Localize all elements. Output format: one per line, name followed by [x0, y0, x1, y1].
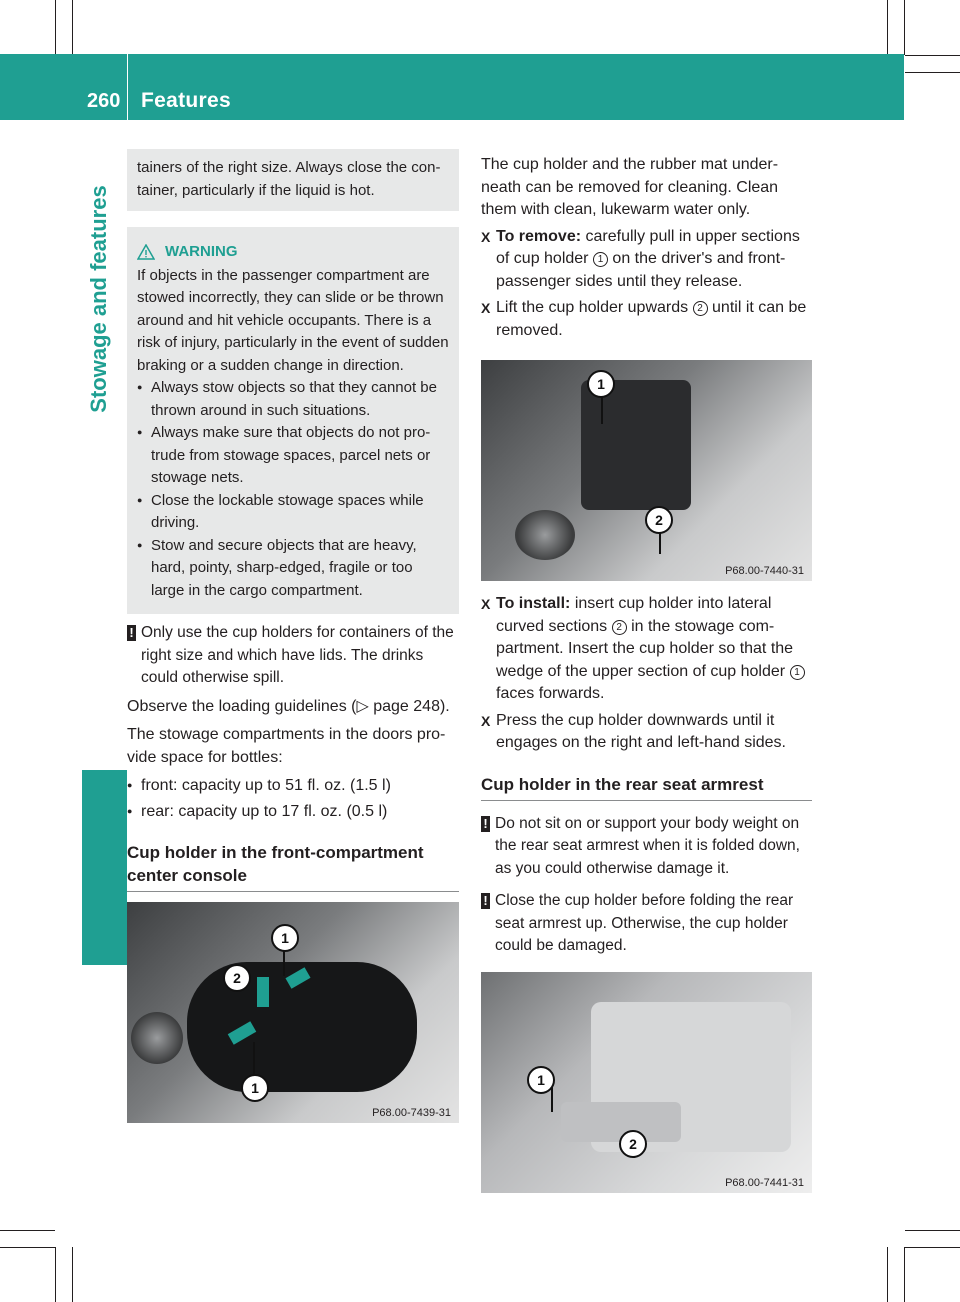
step-label: To remove:	[496, 227, 582, 245]
crop-mark	[0, 1230, 55, 1231]
side-tab-title: Stowage and features	[86, 185, 111, 413]
step-text: Lift the cup holder upwards	[496, 299, 689, 316]
warning-header	[137, 241, 449, 264]
list-item: ● rear: capacity up to 17 fl. oz. (0.5 l)	[127, 799, 459, 825]
list-item: ● Close the lockable stowage spaces while driving.	[137, 490, 449, 535]
step-press	[481, 710, 812, 755]
step-text: until it can be removed.	[496, 299, 807, 339]
side-tab-block	[82, 770, 127, 965]
loading-guidelines: Observe the loading guidelines (▷ page 248).	[127, 697, 450, 715]
controller-knob	[515, 510, 575, 560]
crop-mark	[72, 0, 73, 55]
callout-leader	[601, 394, 603, 424]
callout-leader	[253, 1042, 255, 1076]
crop-mark	[905, 72, 960, 73]
step-text: insert cup holder into lateral curved sections	[496, 595, 772, 635]
intro-box	[127, 149, 459, 211]
note-cup-holder	[127, 622, 459, 690]
controller-knob	[131, 1012, 183, 1064]
header-separator	[127, 54, 128, 120]
left-column	[127, 149, 459, 1123]
cup-holder-removal-image	[481, 360, 812, 581]
step-text: Press the cup holder downwards until it engages on the right and left-hand sides.	[496, 711, 786, 751]
note-icon: !	[481, 893, 490, 909]
step-text: faces forwards.	[496, 685, 605, 702]
crop-mark	[905, 1230, 960, 1231]
note-text: Do not sit on or support your body weight on the rear seat armrest when it is folded down, as you could otherwise damage it.	[495, 814, 800, 877]
note-icon: !	[127, 625, 136, 641]
list-item: ● front: capacity up to 51 fl. oz. (1.5 l)	[127, 773, 459, 799]
bottle-capacity-list	[127, 773, 459, 825]
front-cup-holder-image	[127, 902, 459, 1123]
warning-bullets	[137, 377, 449, 602]
image-code: P68.00-7441-31	[725, 1176, 804, 1189]
door-compartments: The stowage compartments in the doors pro- vide space for bottles:	[127, 726, 446, 766]
step-install	[481, 593, 812, 706]
step-text: carefully pull in upper sections of cup holder	[496, 227, 800, 267]
rear-armrest-image	[481, 972, 812, 1193]
step-lift	[481, 297, 812, 342]
warning-box	[127, 227, 459, 614]
page-number: 260	[87, 90, 121, 112]
intro-text: tainers of the right size. Always close the con- tainer, particularly if the liquid is hot.	[137, 159, 441, 199]
callout-2: 2	[223, 964, 251, 992]
front-cup-holder-heading: Cup holder in the front-compartment center console	[127, 841, 459, 892]
crop-mark	[887, 0, 888, 55]
callout-ref-2: 2	[612, 620, 627, 635]
callout-ref-1: 1	[593, 252, 608, 267]
step-text: in the stowage com- partment. Insert the cup holder so that the wedge of the upper section of cup holder	[496, 617, 794, 680]
step-arrow-icon: X	[481, 596, 491, 612]
note-armrest-weight	[481, 813, 812, 881]
warning-title: WARNING	[165, 243, 238, 260]
callout-1-bottom: 1	[241, 1074, 269, 1102]
header-band	[0, 54, 904, 120]
crop-mark	[55, 1247, 56, 1302]
callout-1-top: 1	[271, 924, 299, 952]
step-remove	[481, 226, 812, 294]
list-item: ● Always make sure that objects do not pro- trude from stowage spaces, parcel nets or stowage nets.	[137, 422, 449, 490]
note-close-cup-holder	[481, 890, 812, 958]
step-arrow-icon: X	[481, 712, 491, 729]
rear-cup-holder-heading: Cup holder in the rear seat armrest	[481, 773, 812, 801]
callout-1: 1	[587, 370, 615, 398]
list-item: ● Stow and secure objects that are heavy, hard, pointy, sharp-edged, fragile or too large in the cargo compartment.	[137, 535, 449, 603]
callout-ref-2: 2	[693, 301, 708, 316]
crop-mark	[887, 1247, 888, 1302]
image-code: P68.00-7440-31	[725, 565, 804, 577]
section-title: Features	[141, 89, 231, 112]
cleaning-text: The cup holder and the rubber mat under- neath can be removed for cleaning. Clean them with clean, lukewarm water only.	[481, 156, 779, 218]
image-code: P68.00-7439-31	[372, 1107, 451, 1119]
note-icon: !	[481, 816, 490, 832]
step-text: on the driver's and front- passenger sides until they release.	[496, 250, 786, 290]
step-arrow-icon: X	[481, 228, 491, 245]
list-item: ● Always stow objects so that they cannot be thrown around in such situations.	[137, 377, 449, 422]
step-label: To install:	[496, 595, 571, 612]
crop-mark	[904, 0, 905, 55]
note-text: Close the cup holder before folding the rear seat armrest up. Otherwise, the cup holder could be damaged.	[495, 892, 794, 954]
warning-triangle-icon	[137, 244, 155, 260]
crop-mark	[905, 55, 960, 56]
crop-mark	[904, 1247, 905, 1302]
step-arrow-icon: X	[481, 300, 491, 316]
crop-mark	[72, 1247, 73, 1302]
callout-ref-1: 1	[790, 665, 805, 680]
crop-mark	[0, 1247, 55, 1248]
arrow-icon	[257, 977, 269, 1007]
callout-2: 2	[619, 1130, 647, 1158]
note-text: Only use the cup holders for containers of the right size and which have lids. The drinks could otherwise spill.	[141, 624, 454, 686]
cup-holder-shape	[581, 380, 691, 510]
crop-mark	[905, 1247, 960, 1248]
callout-2: 2	[645, 506, 673, 534]
crop-mark	[55, 0, 56, 55]
callout-1: 1	[527, 1066, 555, 1094]
right-column	[481, 154, 812, 1193]
warning-body: If objects in the passenger compartment are stowed incorrectly, they can slide or be thrown around and hit vehicle occupants. There is a risk of injury, particularly in the event of sudden braking or a sudden change in direction.	[137, 266, 449, 374]
